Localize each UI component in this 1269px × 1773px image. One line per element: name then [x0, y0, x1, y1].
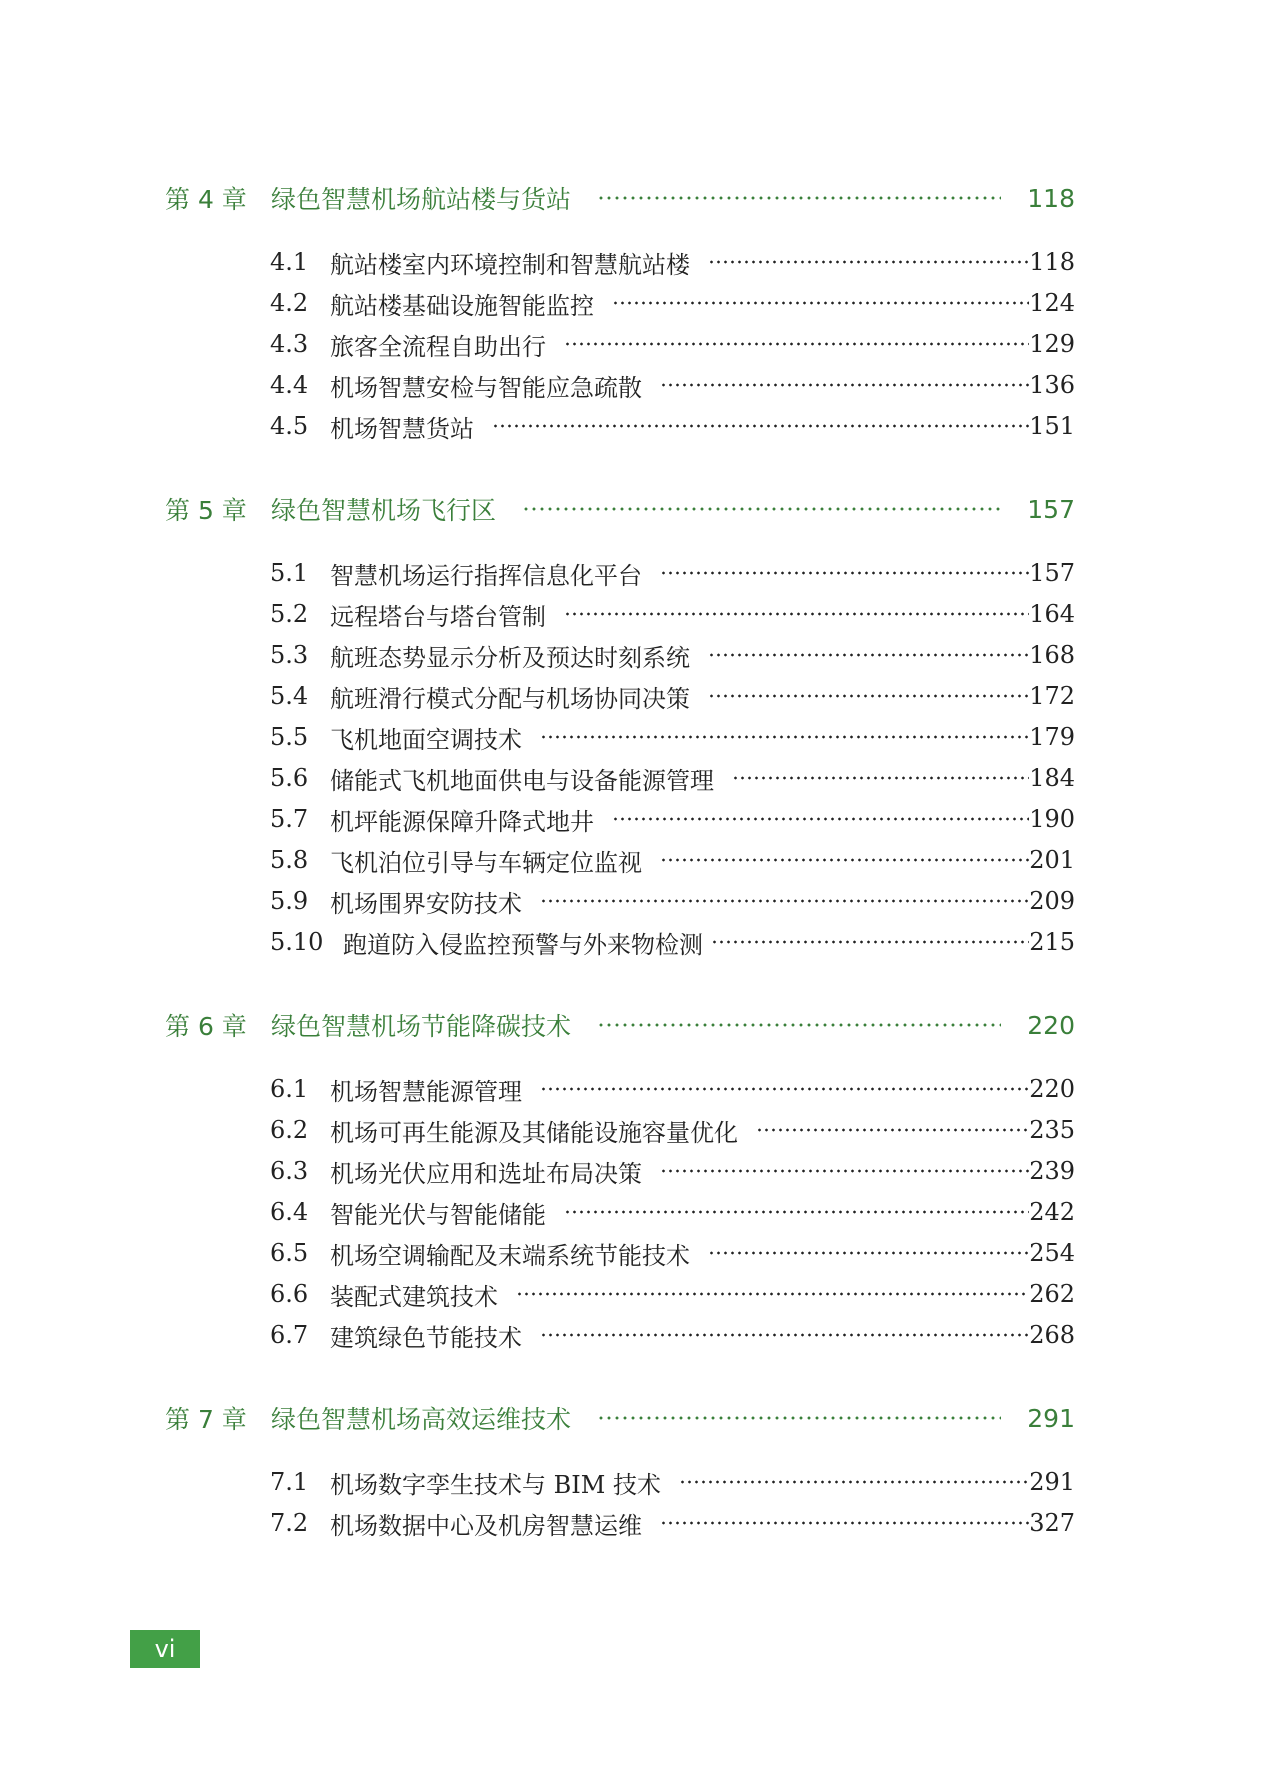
dot-leader: [540, 1086, 1029, 1092]
toc-entry-6-1[interactable]: [270, 1070, 1075, 1108]
chapter-page: 157: [1027, 494, 1075, 524]
section-page: 190: [1029, 805, 1075, 833]
section-number: 5.1: [270, 559, 309, 587]
toc-entry-5-6[interactable]: [270, 759, 1075, 797]
section-number: 4.1: [270, 248, 309, 276]
chapter-page: 220: [1027, 1010, 1075, 1040]
section-title: 机场数据中心及机房智慧运维: [330, 1511, 642, 1540]
section-page: 172: [1029, 682, 1075, 710]
dot-leader: [612, 816, 1029, 822]
section-page: 201: [1029, 846, 1075, 874]
section-title: 航班滑行模式分配与机场协同决策: [330, 684, 690, 713]
dot-leader: [540, 734, 1029, 740]
section-title: 航站楼室内环境控制和智慧航站楼: [330, 250, 690, 279]
dot-leader: [708, 693, 1029, 699]
section-title: 机场可再生能源及其储能设施容量优化: [330, 1118, 738, 1147]
chapter-4-heading[interactable]: [165, 178, 1075, 218]
dot-leader: [660, 570, 1029, 576]
dot-leader: [564, 1209, 1029, 1215]
dot-leader: [564, 611, 1029, 617]
toc-entry-6-2[interactable]: [270, 1111, 1075, 1149]
section-page: 164: [1029, 600, 1075, 628]
section-number: 6.3: [270, 1157, 309, 1185]
section-title: 机场智慧货站: [330, 414, 474, 443]
dot-leader: [597, 1022, 1001, 1028]
chapter-7-heading[interactable]: [165, 1398, 1075, 1438]
section-title: 机场光伏应用和选址布局决策: [330, 1159, 642, 1188]
dot-leader: [540, 1332, 1029, 1338]
section-title: 装配式建筑技术: [330, 1282, 498, 1311]
section-page: 124: [1029, 289, 1075, 317]
section-number: 6.1: [270, 1075, 309, 1103]
section-number: 6.7: [270, 1321, 309, 1349]
toc-entry-5-1[interactable]: [270, 554, 1075, 592]
dot-leader: [597, 195, 1001, 201]
section-page: 291: [1029, 1468, 1075, 1496]
toc-entry-5-7[interactable]: [270, 800, 1075, 838]
dot-leader: [492, 423, 1029, 429]
dot-leader: [540, 898, 1029, 904]
section-page: 136: [1029, 371, 1075, 399]
toc-entry-6-3[interactable]: [270, 1152, 1075, 1190]
page-number-badge: vi: [130, 1630, 200, 1668]
section-number: 4.2: [270, 289, 309, 317]
section-number: 4.3: [270, 330, 309, 358]
section-title: 飞机泊位引导与车辆定位监视: [330, 848, 642, 877]
section-page: 254: [1029, 1239, 1075, 1267]
section-number: 7.1: [270, 1468, 309, 1496]
section-page: 157: [1029, 559, 1075, 587]
section-page: 129: [1029, 330, 1075, 358]
dot-leader: [522, 506, 1001, 512]
toc-entry-4-2[interactable]: [270, 284, 1075, 322]
dot-leader: [708, 259, 1029, 265]
section-title: 建筑绿色节能技术: [330, 1323, 522, 1352]
chapter-page: 291: [1027, 1403, 1075, 1433]
section-page: 235: [1029, 1116, 1075, 1144]
dot-leader: [564, 341, 1029, 347]
chapter-number: 第 4 章: [165, 185, 247, 214]
section-title: 机坪能源保障升降式地井: [330, 807, 594, 836]
toc-entry-4-1[interactable]: [270, 243, 1075, 281]
section-page: 220: [1029, 1075, 1075, 1103]
chapter-title: 绿色智慧机场高效运维技术: [271, 1405, 572, 1434]
section-page: 184: [1029, 764, 1075, 792]
section-page: 215: [1029, 928, 1075, 956]
toc-entry-4-3[interactable]: [270, 325, 1075, 363]
toc-entry-5-10[interactable]: [270, 923, 1075, 961]
section-title: 储能式飞机地面供电与设备能源管理: [330, 766, 714, 795]
chapter-5-heading[interactable]: [165, 489, 1075, 529]
dot-leader: [660, 857, 1029, 863]
section-title: 智慧机场运行指挥信息化平台: [330, 561, 642, 590]
chapter-page: 118: [1027, 183, 1075, 213]
section-page: 151: [1029, 412, 1075, 440]
dot-leader: [612, 300, 1029, 306]
section-page: 239: [1029, 1157, 1075, 1185]
section-number: 4.5: [270, 412, 309, 440]
section-number: 6.5: [270, 1239, 309, 1267]
section-page: 168: [1029, 641, 1075, 669]
section-title: 飞机地面空调技术: [330, 725, 522, 754]
section-page: 268: [1029, 1321, 1075, 1349]
dot-leader: [660, 1520, 1029, 1526]
section-title: 智能光伏与智能储能: [330, 1200, 546, 1229]
section-number: 5.4: [270, 682, 309, 710]
toc-entry-6-4[interactable]: [270, 1193, 1075, 1231]
dot-leader: [679, 1479, 1029, 1485]
section-title: 机场智慧能源管理: [330, 1077, 522, 1106]
section-number: 4.4: [270, 371, 309, 399]
section-number: 5.6: [270, 764, 309, 792]
toc-entry-5-2[interactable]: [270, 595, 1075, 633]
section-page: 242: [1029, 1198, 1075, 1226]
section-number: 5.5: [270, 723, 309, 751]
chapter-6-heading[interactable]: [165, 1005, 1075, 1045]
section-title: 机场智慧安检与智能应急疏散: [330, 373, 642, 402]
section-title: 旅客全流程自助出行: [330, 332, 546, 361]
dot-leader: [756, 1127, 1029, 1133]
section-page: 179: [1029, 723, 1075, 751]
chapter-title: 绿色智慧机场飞行区: [271, 496, 497, 525]
section-number: 5.3: [270, 641, 309, 669]
section-title: 机场围界安防技术: [330, 889, 522, 918]
section-number: 5.8: [270, 846, 309, 874]
section-title: 机场数字孪生技术与 BIM 技术: [330, 1470, 661, 1499]
chapter-number: 第 6 章: [165, 1012, 247, 1041]
section-page: 118: [1029, 248, 1075, 276]
dot-leader: [660, 1168, 1029, 1174]
section-title: 航班态势显示分析及预达时刻系统: [330, 643, 690, 672]
chapter-number: 第 5 章: [165, 496, 247, 525]
toc-entry-4-5[interactable]: [270, 407, 1075, 445]
dot-leader: [708, 1250, 1029, 1256]
section-number: 6.4: [270, 1198, 309, 1226]
toc-entry-5-3[interactable]: [270, 636, 1075, 674]
toc-entry-6-6[interactable]: [270, 1275, 1075, 1313]
dot-leader: [708, 652, 1029, 658]
toc-entry-5-8[interactable]: [270, 841, 1075, 879]
section-title: 航站楼基础设施智能监控: [330, 291, 594, 320]
toc-entry-5-9[interactable]: [270, 882, 1075, 920]
section-title: 跑道防入侵监控预警与外来物检测: [343, 930, 703, 959]
toc-entry-7-2[interactable]: [270, 1504, 1075, 1542]
toc-entry-5-4[interactable]: [270, 677, 1075, 715]
toc-entry-5-5[interactable]: [270, 718, 1075, 756]
section-number: 7.2: [270, 1509, 309, 1537]
dot-leader: [711, 939, 1029, 945]
section-number: 6.6: [270, 1280, 309, 1308]
section-number: 6.2: [270, 1116, 309, 1144]
dot-leader: [597, 1415, 1001, 1421]
section-number: 5.10: [270, 928, 324, 956]
toc-entry-6-7[interactable]: [270, 1316, 1075, 1354]
section-page: 262: [1029, 1280, 1075, 1308]
chapter-title: 绿色智慧机场节能降碳技术: [271, 1012, 572, 1041]
section-page: 209: [1029, 887, 1075, 915]
toc-entry-6-5[interactable]: [270, 1234, 1075, 1272]
section-number: 5.9: [270, 887, 309, 915]
section-title: 远程塔台与塔台管制: [330, 602, 546, 631]
dot-leader: [732, 775, 1029, 781]
section-title: 机场空调输配及末端系统节能技术: [330, 1241, 690, 1270]
toc-entry-4-4[interactable]: [270, 366, 1075, 404]
chapter-number: 第 7 章: [165, 1405, 247, 1434]
section-number: 5.7: [270, 805, 309, 833]
dot-leader: [516, 1291, 1029, 1297]
dot-leader: [660, 382, 1029, 388]
section-number: 5.2: [270, 600, 309, 628]
toc-entry-7-1[interactable]: [270, 1463, 1075, 1501]
chapter-title: 绿色智慧机场航站楼与货站: [271, 185, 572, 214]
section-page: 327: [1029, 1509, 1075, 1537]
